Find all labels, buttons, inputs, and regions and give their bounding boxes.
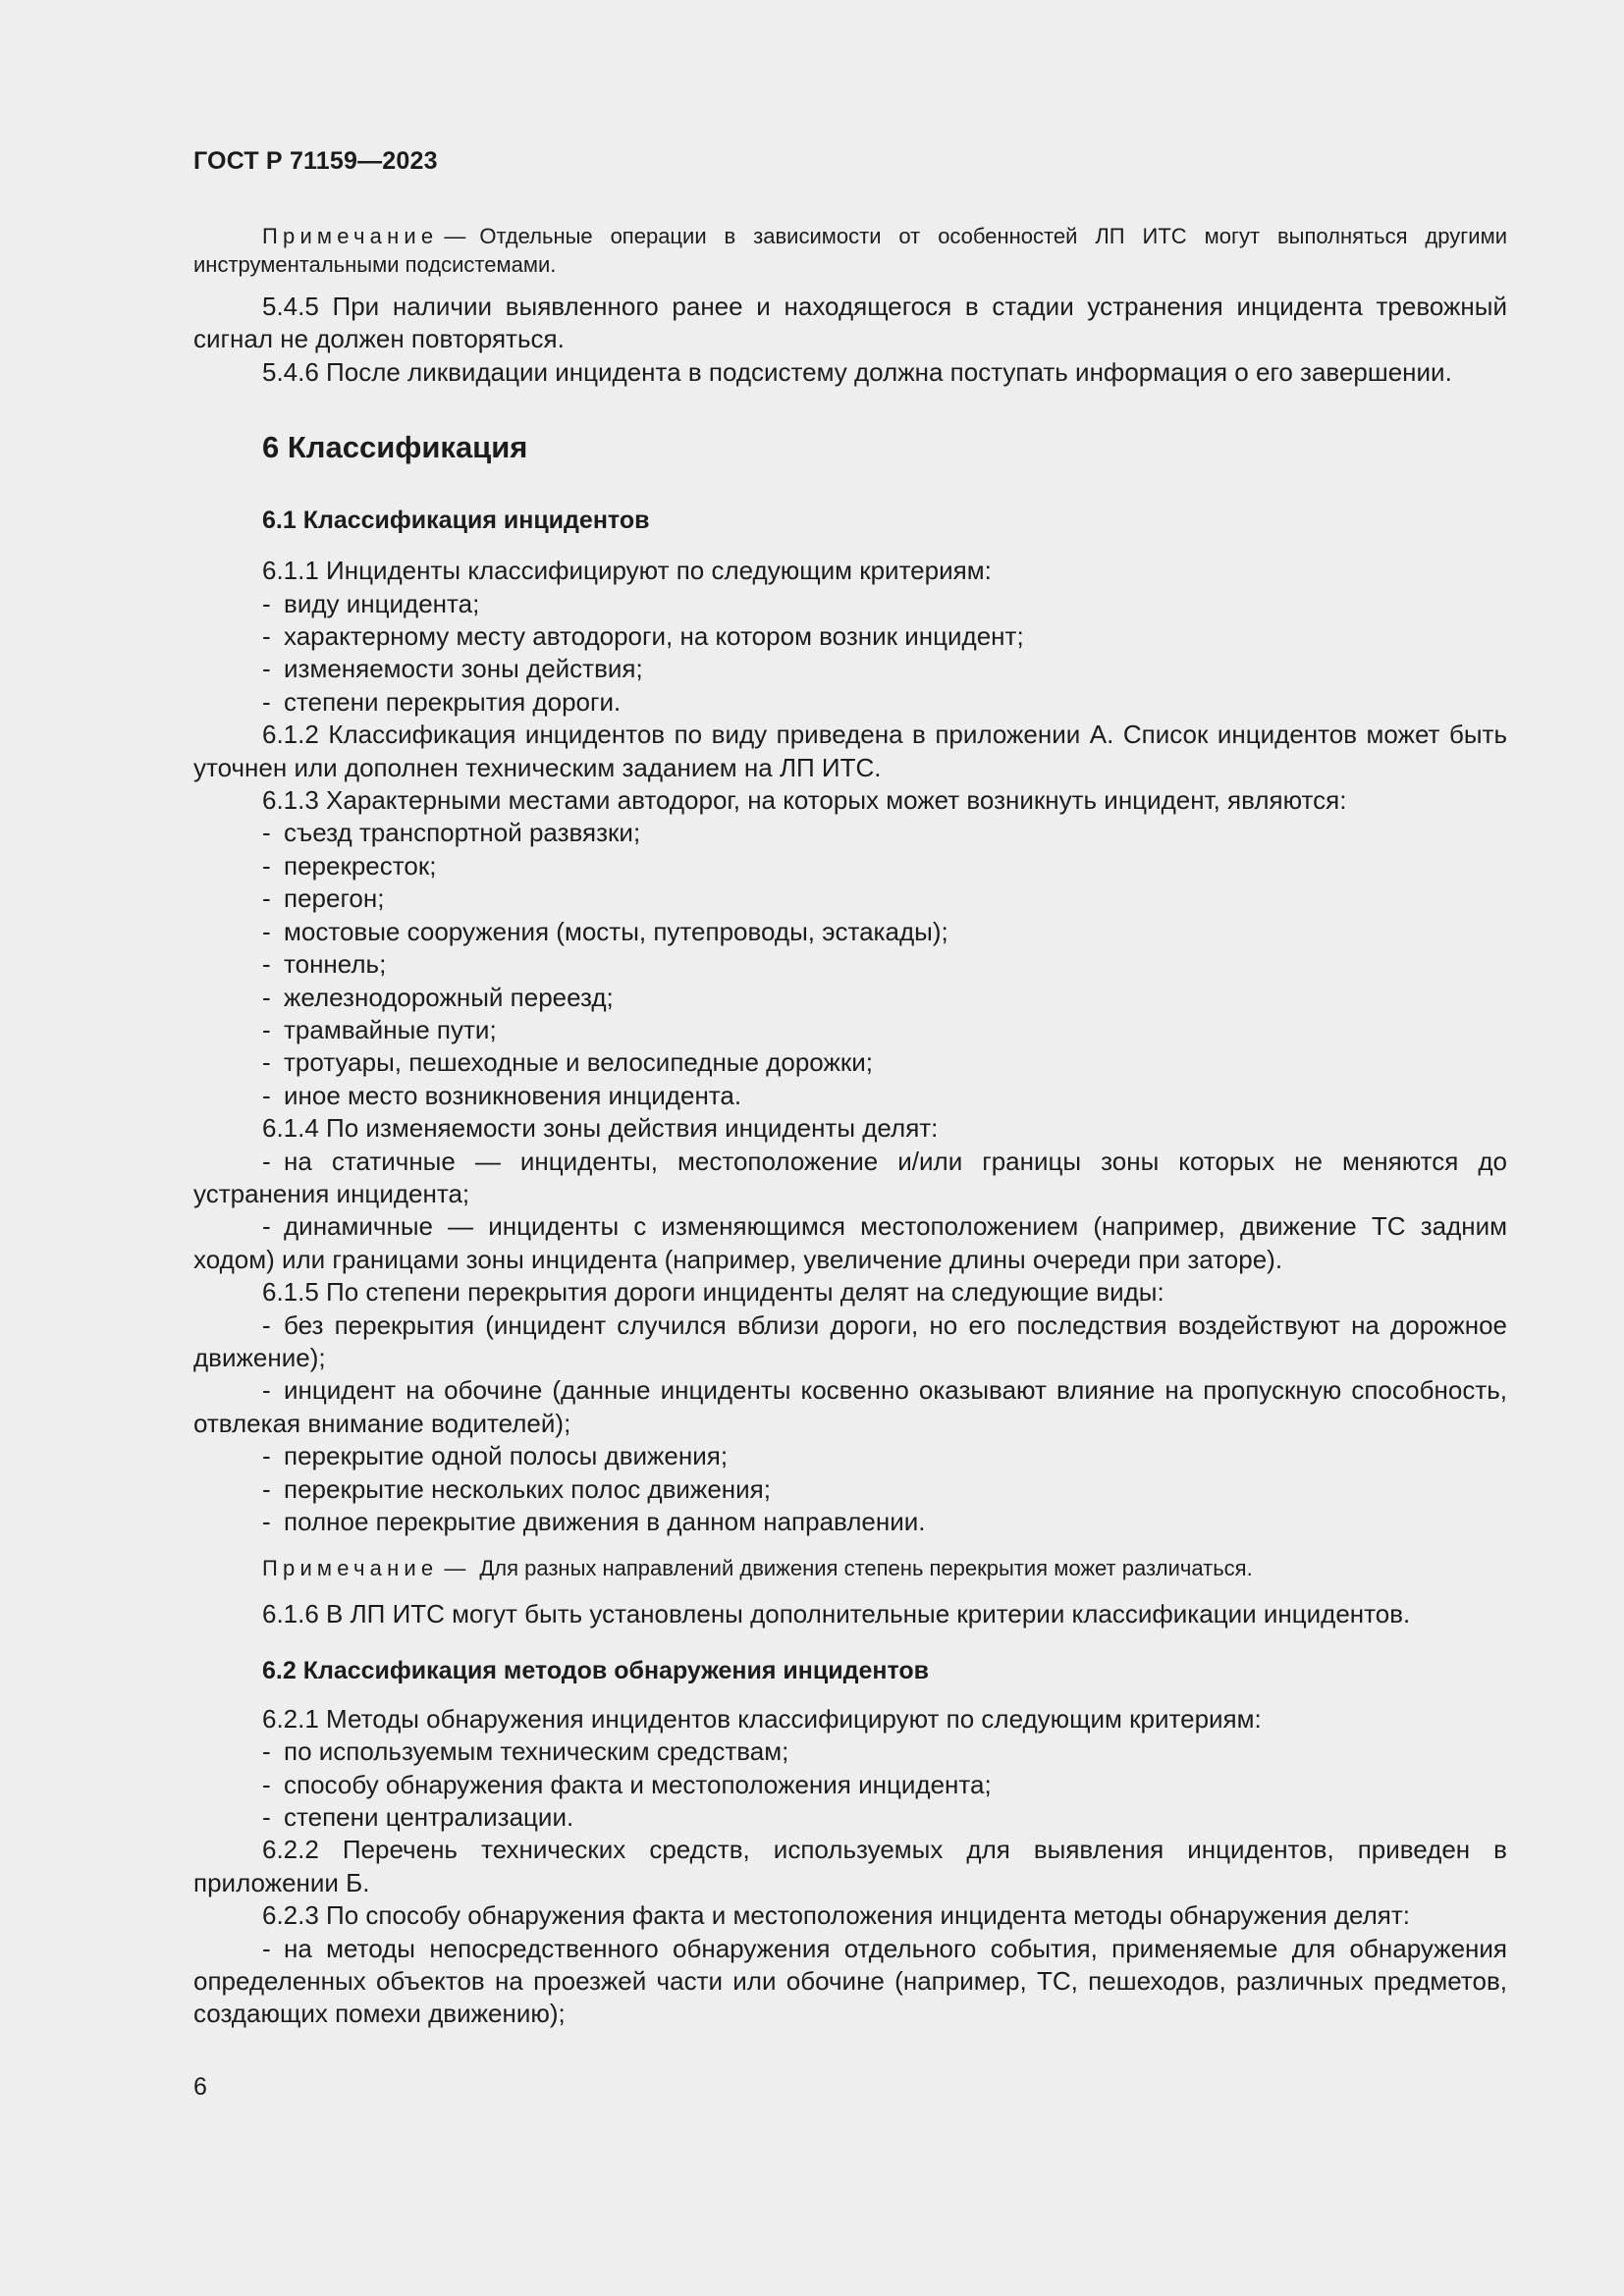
list-item: - способу обнаружения факта и местоположения инцидента; <box>262 1769 992 1799</box>
note-text: Отдельные операции в зависимости от особенностей ЛП ИТС могут выполняться другими инструментальными подсистемами. <box>193 224 1507 277</box>
note-label: Примечание <box>262 1556 439 1581</box>
list-item: - полное перекрытие движения в данном направлении. <box>262 1507 926 1536</box>
list-item: - съезд транспортной развязки; <box>262 818 641 848</box>
page-number: 6 <box>193 2073 207 2101</box>
list-item: - тротуары, пешеходные и велосипедные дорожки; <box>262 1047 873 1078</box>
list-item: - степени перекрытия дороги. <box>262 686 622 717</box>
list-item: - перекресток; <box>262 850 437 881</box>
list-item: - тоннель; <box>262 949 387 980</box>
clause-6-1-1: 6.1.1 Инциденты классифицируют по следующим критериям: <box>262 556 992 586</box>
clause-6-1-5: 6.1.5 По степени перекрытия дороги инциденты делят на следующие виды: <box>262 1277 1164 1308</box>
document-header: ГОСТ Р 71159—2023 <box>193 147 438 175</box>
clause-6-2-1: 6.2.1 Методы обнаружения инцидентов классифицируют по следующим критериям: <box>262 1703 1262 1734</box>
clause-6-2-2: 6.2.2 Перечень технических средств, используемых для выявления инцидентов, приведен в приложении Б. <box>193 1835 1507 1897</box>
list-item: - иное место возникновения инцидента. <box>262 1080 742 1110</box>
subsection-title: 6.1 Классификация инцидентов <box>262 507 650 535</box>
document-page <box>193 0 1507 2296</box>
note-label: Примечание <box>262 224 439 248</box>
list-item: - по используемым техническим средствам; <box>262 1736 789 1767</box>
note-separator: — <box>444 224 466 248</box>
list-item: - перегон; <box>262 883 385 914</box>
list-item: - железнодорожный переезд; <box>262 982 614 1012</box>
clause-6-1-2: 6.1.2 Классификация инцидентов по виду приведена в приложении А. Список инцидентов может быть уточнен или дополнен техническим заданием на ЛП ИТС. <box>193 720 1507 782</box>
note-paragraph <box>193 1554 1507 1582</box>
section-title: 6 Классификация <box>262 430 528 465</box>
clause-6-1-6: 6.1.6 В ЛП ИТС могут быть установлены дополнительные критерии классификации инцидентов. <box>262 1599 1411 1629</box>
list-item: - виду инцидента; <box>262 588 480 618</box>
note-paragraph <box>193 222 1507 279</box>
clause-6-1-4: 6.1.4 По изменяемости зоны действия инциденты делят: <box>262 1113 939 1144</box>
list-item: - инцидент на обочине (данные инциденты косвенно оказывают влияние на пропускную способность, отвлекая внимание водителей); <box>193 1375 1507 1438</box>
note-separator: — <box>444 1556 466 1581</box>
list-item: - на статичные — инциденты, местоположение и/или границы зоны которых не меняются до устранения инцидента; <box>193 1146 1507 1208</box>
list-item: - динамичные — инциденты с изменяющимся местоположением (например, движение ТС задним ходом) или границами зоны инцидента (например, увеличение длины очереди при заторе). <box>193 1211 1507 1274</box>
clause-5-4-5: 5.4.5 При наличии выявленного ранее и находящегося в стадии устранения инцидента тревожный сигнал не должен повторяться. <box>193 292 1507 354</box>
clause-6-1-3: 6.1.3 Характерными местами автодорог, на которых может возникнуть инцидент, являются: <box>262 785 1347 816</box>
list-item: - трамвайные пути; <box>262 1014 497 1044</box>
list-item: - степени централизации. <box>262 1802 574 1833</box>
note-text: Для разных направлений движения степень перекрытия может различаться. <box>479 1556 1253 1581</box>
subsection-title: 6.2 Классификация методов обнаружения инцидентов <box>262 1656 930 1684</box>
list-item: - без перекрытия (инцидент случился вблизи дороги, но его последствия воздействуют на дорожное движение); <box>193 1309 1507 1372</box>
clause-6-2-3: 6.2.3 По способу обнаружения факта и местоположения инцидента методы обнаружения делят: <box>262 1900 1410 1931</box>
list-item: - перекрытие нескольких полос движения; <box>262 1473 771 1504</box>
list-item: - на методы непосредственного обнаружения отдельного события, применяемые для обнаружения определенных объектов на проезжей части или обочине (например, ТС, пешеходов, различных предметов, создающих помехи движению); <box>193 1933 1507 2029</box>
list-item: - изменяемости зоны действия; <box>262 654 643 684</box>
list-item: - мостовые сооружения (мосты, путепроводы, эстакады); <box>262 916 948 946</box>
clause-5-4-6: 5.4.6 После ликвидации инцидента в подсистему должна поступать информация о его завершении. <box>262 356 1452 387</box>
document-body <box>193 222 1507 2031</box>
list-item: - характерному месту автодороги, на котором возник инцидент; <box>262 621 1024 652</box>
list-item: - перекрытие одной полосы движения; <box>262 1441 729 1471</box>
